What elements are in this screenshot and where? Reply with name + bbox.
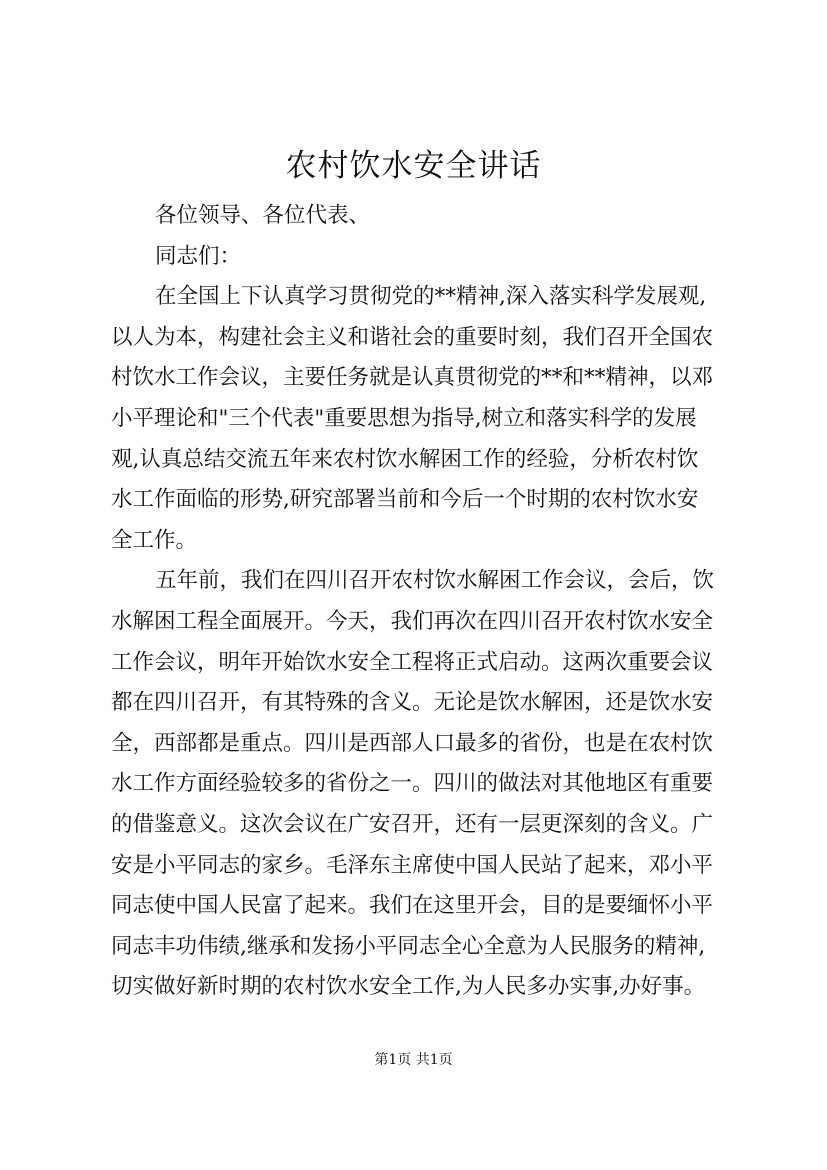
paragraph-line: 切实做好新时期的农村饮水安全工作,为人民多办实事,办好事。: [111, 974, 706, 1000]
greeting-line: 同志们：: [155, 243, 242, 269]
paragraph-line: 安是小平同志的家乡。毛泽东主席使中国人民站了起来，邓小平: [111, 852, 714, 878]
paragraph-line: 同志丰功伟绩,继承和发扬小平同志全心全意为人民服务的精神,: [111, 933, 706, 959]
paragraph-line: 五年前，我们在四川召开农村饮水解困工作会议，会后，饮: [155, 568, 715, 594]
paragraph-line: 小平理论和"三个代表"重要思想为指导,树立和落实科学的发展: [111, 405, 697, 431]
greeting-line: 各位领导、各位代表、: [155, 203, 371, 228]
paragraph-line: 工作会议，明年开始饮水安全工程将正式启动。这两次重要会议: [111, 649, 714, 675]
paragraph-line: 全，西部都是重点。四川是西部人口最多的省份，也是在农村饮: [111, 730, 714, 756]
document-title: 农村饮水安全讲话: [285, 148, 542, 184]
page-footer: 第1页 共1页: [374, 1052, 453, 1068]
paragraph-line: 水工作面临的形势,研究部署当前和今后一个时期的农村饮水安: [111, 487, 699, 513]
paragraph-line: 以人为本，构建社会主义和谐社会的重要时刻，我们召开全国农: [111, 324, 714, 350]
document-body: [111, 196, 723, 1008]
paragraph-line: 同志使中国人民富了起来。我们在这里开会，目的是要缅怀小平: [111, 893, 714, 919]
paragraph-line: 全工作。: [111, 527, 198, 553]
paragraph-line: 观,认真总结交流五年来农村饮水解困工作的经验，分析农村饮: [111, 446, 699, 472]
paragraph-line: 村饮水工作会议，主要任务就是认真贯彻党的**和**精神，以邓: [111, 365, 714, 391]
paragraph-line: 在全国上下认真学习贯彻党的**精神,深入落实科学发展观,: [155, 284, 707, 310]
paragraph-line: 水解困工程全面展开。今天，我们再次在四川召开农村饮水安全: [111, 608, 714, 634]
paragraph-line: 都在四川召开，有其特殊的含义。无论是饮水解困，还是饮水安: [111, 690, 714, 716]
paragraph-line: 水工作方面经验较多的省份之一。四川的做法对其他地区有重要: [111, 771, 714, 797]
paragraph-line: 的借鉴意义。这次会议在广安召开，还有一层更深刻的含义。广: [111, 811, 714, 837]
